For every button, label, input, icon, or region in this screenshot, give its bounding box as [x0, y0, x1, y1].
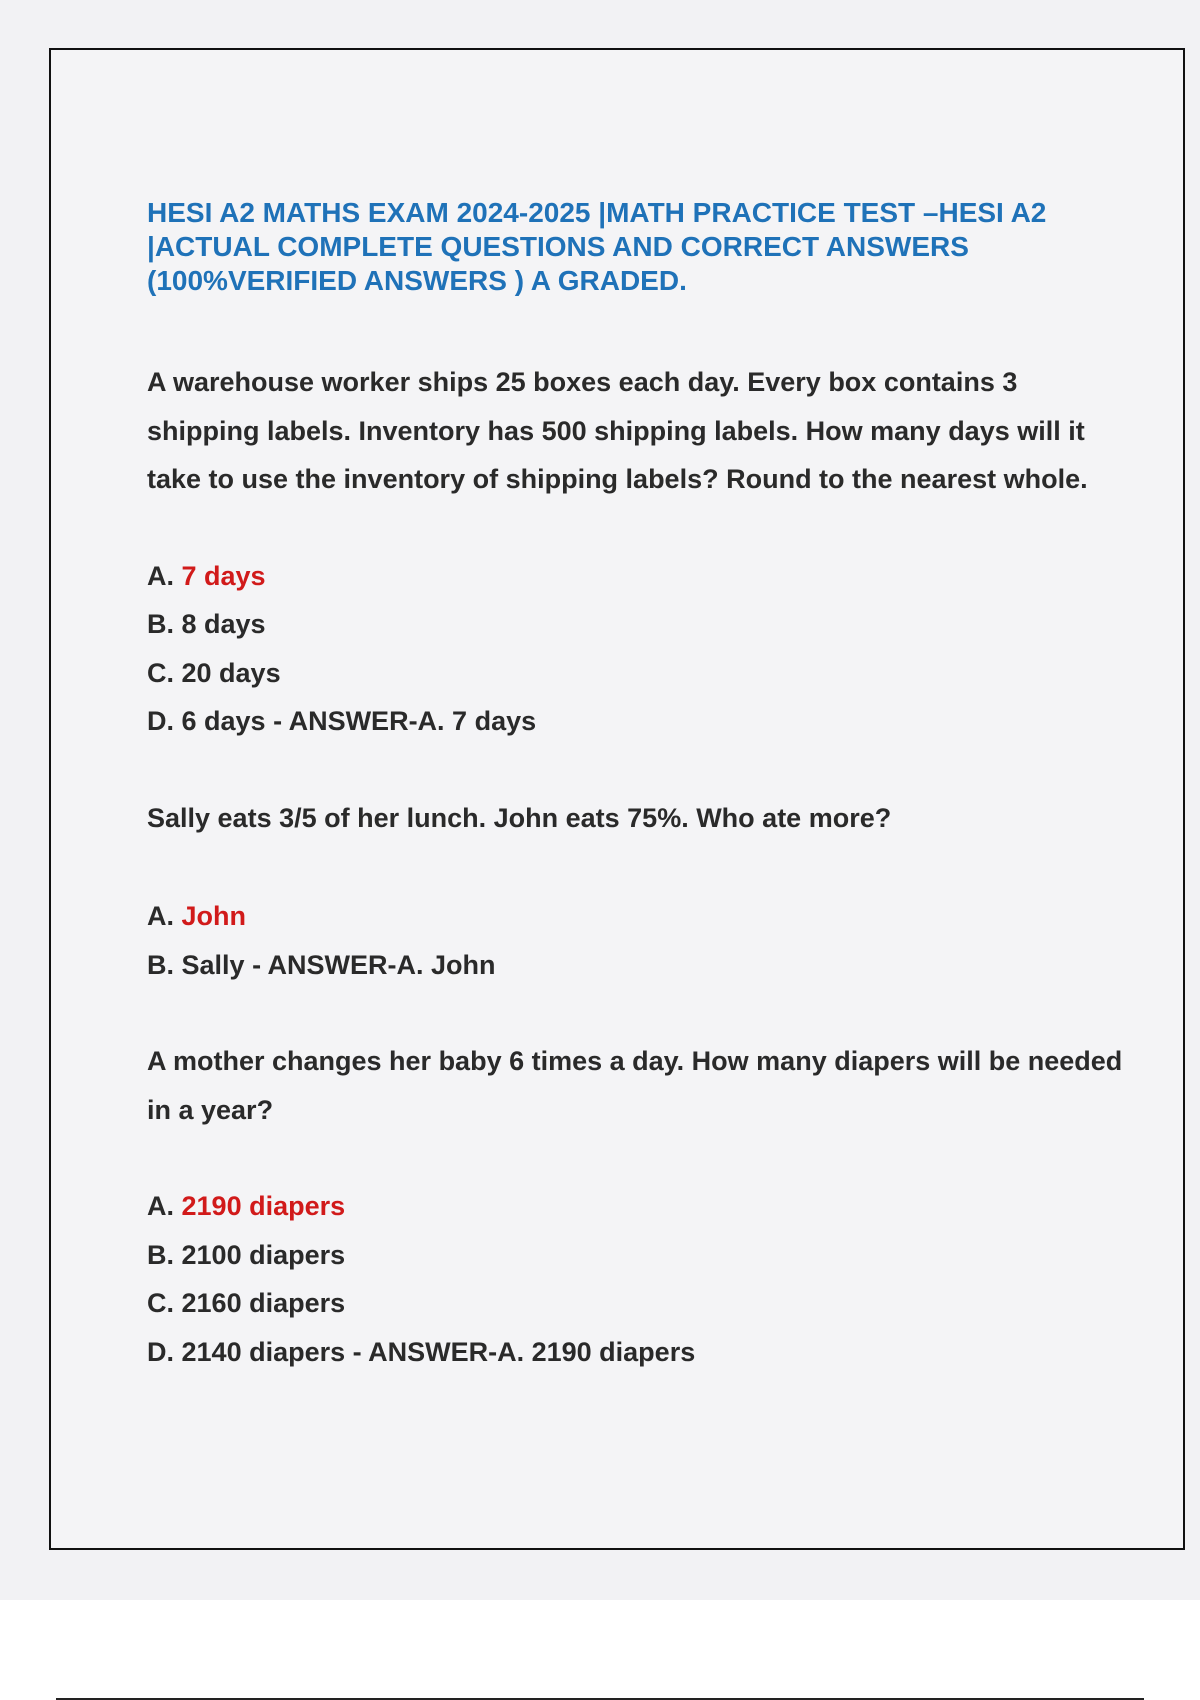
- question-text: Sally eats 3/5 of her lunch. John eats 75%. Who ate more?: [147, 802, 892, 833]
- document-content: [147, 148, 1127, 1376]
- option-b: [147, 600, 1127, 649]
- next-page-area: [0, 1600, 1200, 1700]
- document-page: [49, 48, 1185, 1550]
- option-letter: A.: [147, 560, 174, 591]
- document-title: HESI A2 MATHS EXAM 2024-2025 |MATH PRACTICE TEST –HESI A2 |ACTUAL COMPLETE QUESTIONS AND CORRECT ANSWERS (100%VERIFIED ANSWERS ) A GRADED.: [147, 197, 1047, 296]
- option-text: 6 days: [181, 706, 266, 736]
- question-text: A mother changes her baby 6 times a day. How many diapers will be needed in a year?: [147, 1046, 1123, 1125]
- option-c: [147, 1279, 1127, 1328]
- answer-options: [147, 1182, 1127, 1376]
- answer-options: [147, 892, 1127, 989]
- option-text: 2100 diapers: [181, 1239, 346, 1270]
- answer-options: [147, 552, 1127, 746]
- option-letter: C.: [147, 1288, 174, 1318]
- option-letter: D.: [147, 1336, 174, 1367]
- option-text: 20 days: [181, 657, 281, 688]
- answer-note: - ANSWER-A. 2190 diapers: [345, 1336, 696, 1367]
- option-letter: A.: [147, 1191, 174, 1221]
- answer-note: - ANSWER-A. John: [244, 949, 496, 980]
- option-a: [147, 892, 1127, 941]
- option-d: [147, 697, 1127, 746]
- option-text: Sally: [181, 949, 245, 980]
- question-text: A warehouse worker ships 25 boxes each day. Every box contains 3 shipping labels. Inventory has 500 shipping labels. How many days will it take to use the inventory of shipping labels? Round to the nearest whole.: [147, 367, 1088, 494]
- correct-option-text: 7 days: [181, 560, 266, 591]
- question-1: [147, 358, 1127, 746]
- option-text: 8 days: [181, 609, 266, 639]
- question-2: [147, 794, 1127, 990]
- option-d: [147, 1328, 1127, 1377]
- option-text: 2140 diapers: [181, 1336, 346, 1367]
- option-letter: C.: [147, 657, 174, 688]
- option-a: [147, 552, 1127, 601]
- correct-option-text: 2190 diapers: [181, 1191, 346, 1221]
- option-letter: D.: [147, 706, 174, 736]
- option-b: [147, 1231, 1127, 1280]
- option-text: 2160 diapers: [181, 1288, 346, 1318]
- option-b: [147, 941, 1127, 990]
- option-letter: B.: [147, 609, 174, 639]
- option-letter: B.: [147, 949, 174, 980]
- option-c: [147, 649, 1127, 698]
- option-letter: B.: [147, 1239, 174, 1270]
- correct-option-text: John: [181, 901, 247, 931]
- option-letter: A.: [147, 901, 174, 931]
- answer-note: - ANSWER-A. 7 days: [265, 706, 537, 736]
- question-3: [147, 1037, 1127, 1376]
- option-a: [147, 1182, 1127, 1231]
